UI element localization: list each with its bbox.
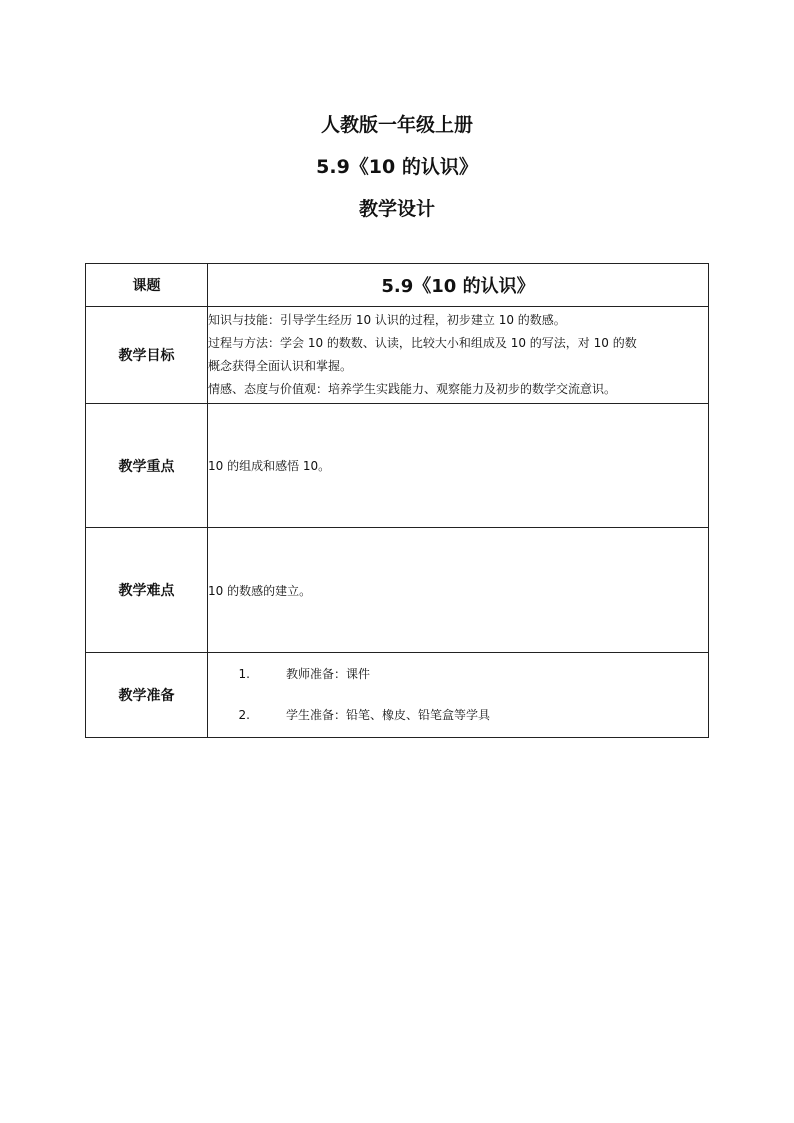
objective-line: 知识与技能：引导学生经历 10 认识的过程，初步建立 10 的数感。 [208,313,566,327]
list-item-number: 1. [238,667,250,681]
list-item [208,664,708,685]
title-line-lesson: 5.9《10 的认识》 [316,156,478,178]
key-points-content: 10 的组成和感悟 10。 [208,404,709,528]
topic-label: 课题 [86,264,208,307]
preparation-label: 教学准备 [86,653,208,738]
objective-line: 情感、态度与价值观：培养学生实践能力、观察能力及初步的数学交流意识。 [208,382,617,396]
title-line-type: 教学设计 [358,198,435,220]
table-row-key-points [86,404,709,528]
objectives-label: 教学目标 [86,307,208,404]
key-points-label: 教学重点 [86,404,208,528]
title-line-publisher: 人教版一年级上册 [320,114,473,136]
list-item-number: 2. [238,708,250,722]
objectives-content [208,307,709,404]
difficulties-content: 10 的数感的建立。 [208,528,709,653]
objective-line: 概念获得全面认识和掌握。 [208,359,353,373]
objective-line: 过程与方法：学会 10 的数数、认读，比较大小和组成及 10 的写法，对 10 的数 [208,336,637,350]
table-row-topic [86,264,709,307]
topic-value: 5.9《10 的认识》 [208,264,709,307]
difficulties-label: 教学难点 [86,528,208,653]
document-title [0,104,794,230]
list-item-text: 学生准备：铅笔、橡皮、铅笔盒等学具 [286,708,491,722]
table-row-objectives [86,307,709,404]
preparation-list [208,664,708,726]
list-item-text: 教师准备：课件 [286,667,371,681]
table-row-preparation [86,653,709,738]
list-item [208,705,708,726]
preparation-content [208,653,709,738]
lesson-plan-table [85,263,709,738]
table-row-difficulties [86,528,709,653]
